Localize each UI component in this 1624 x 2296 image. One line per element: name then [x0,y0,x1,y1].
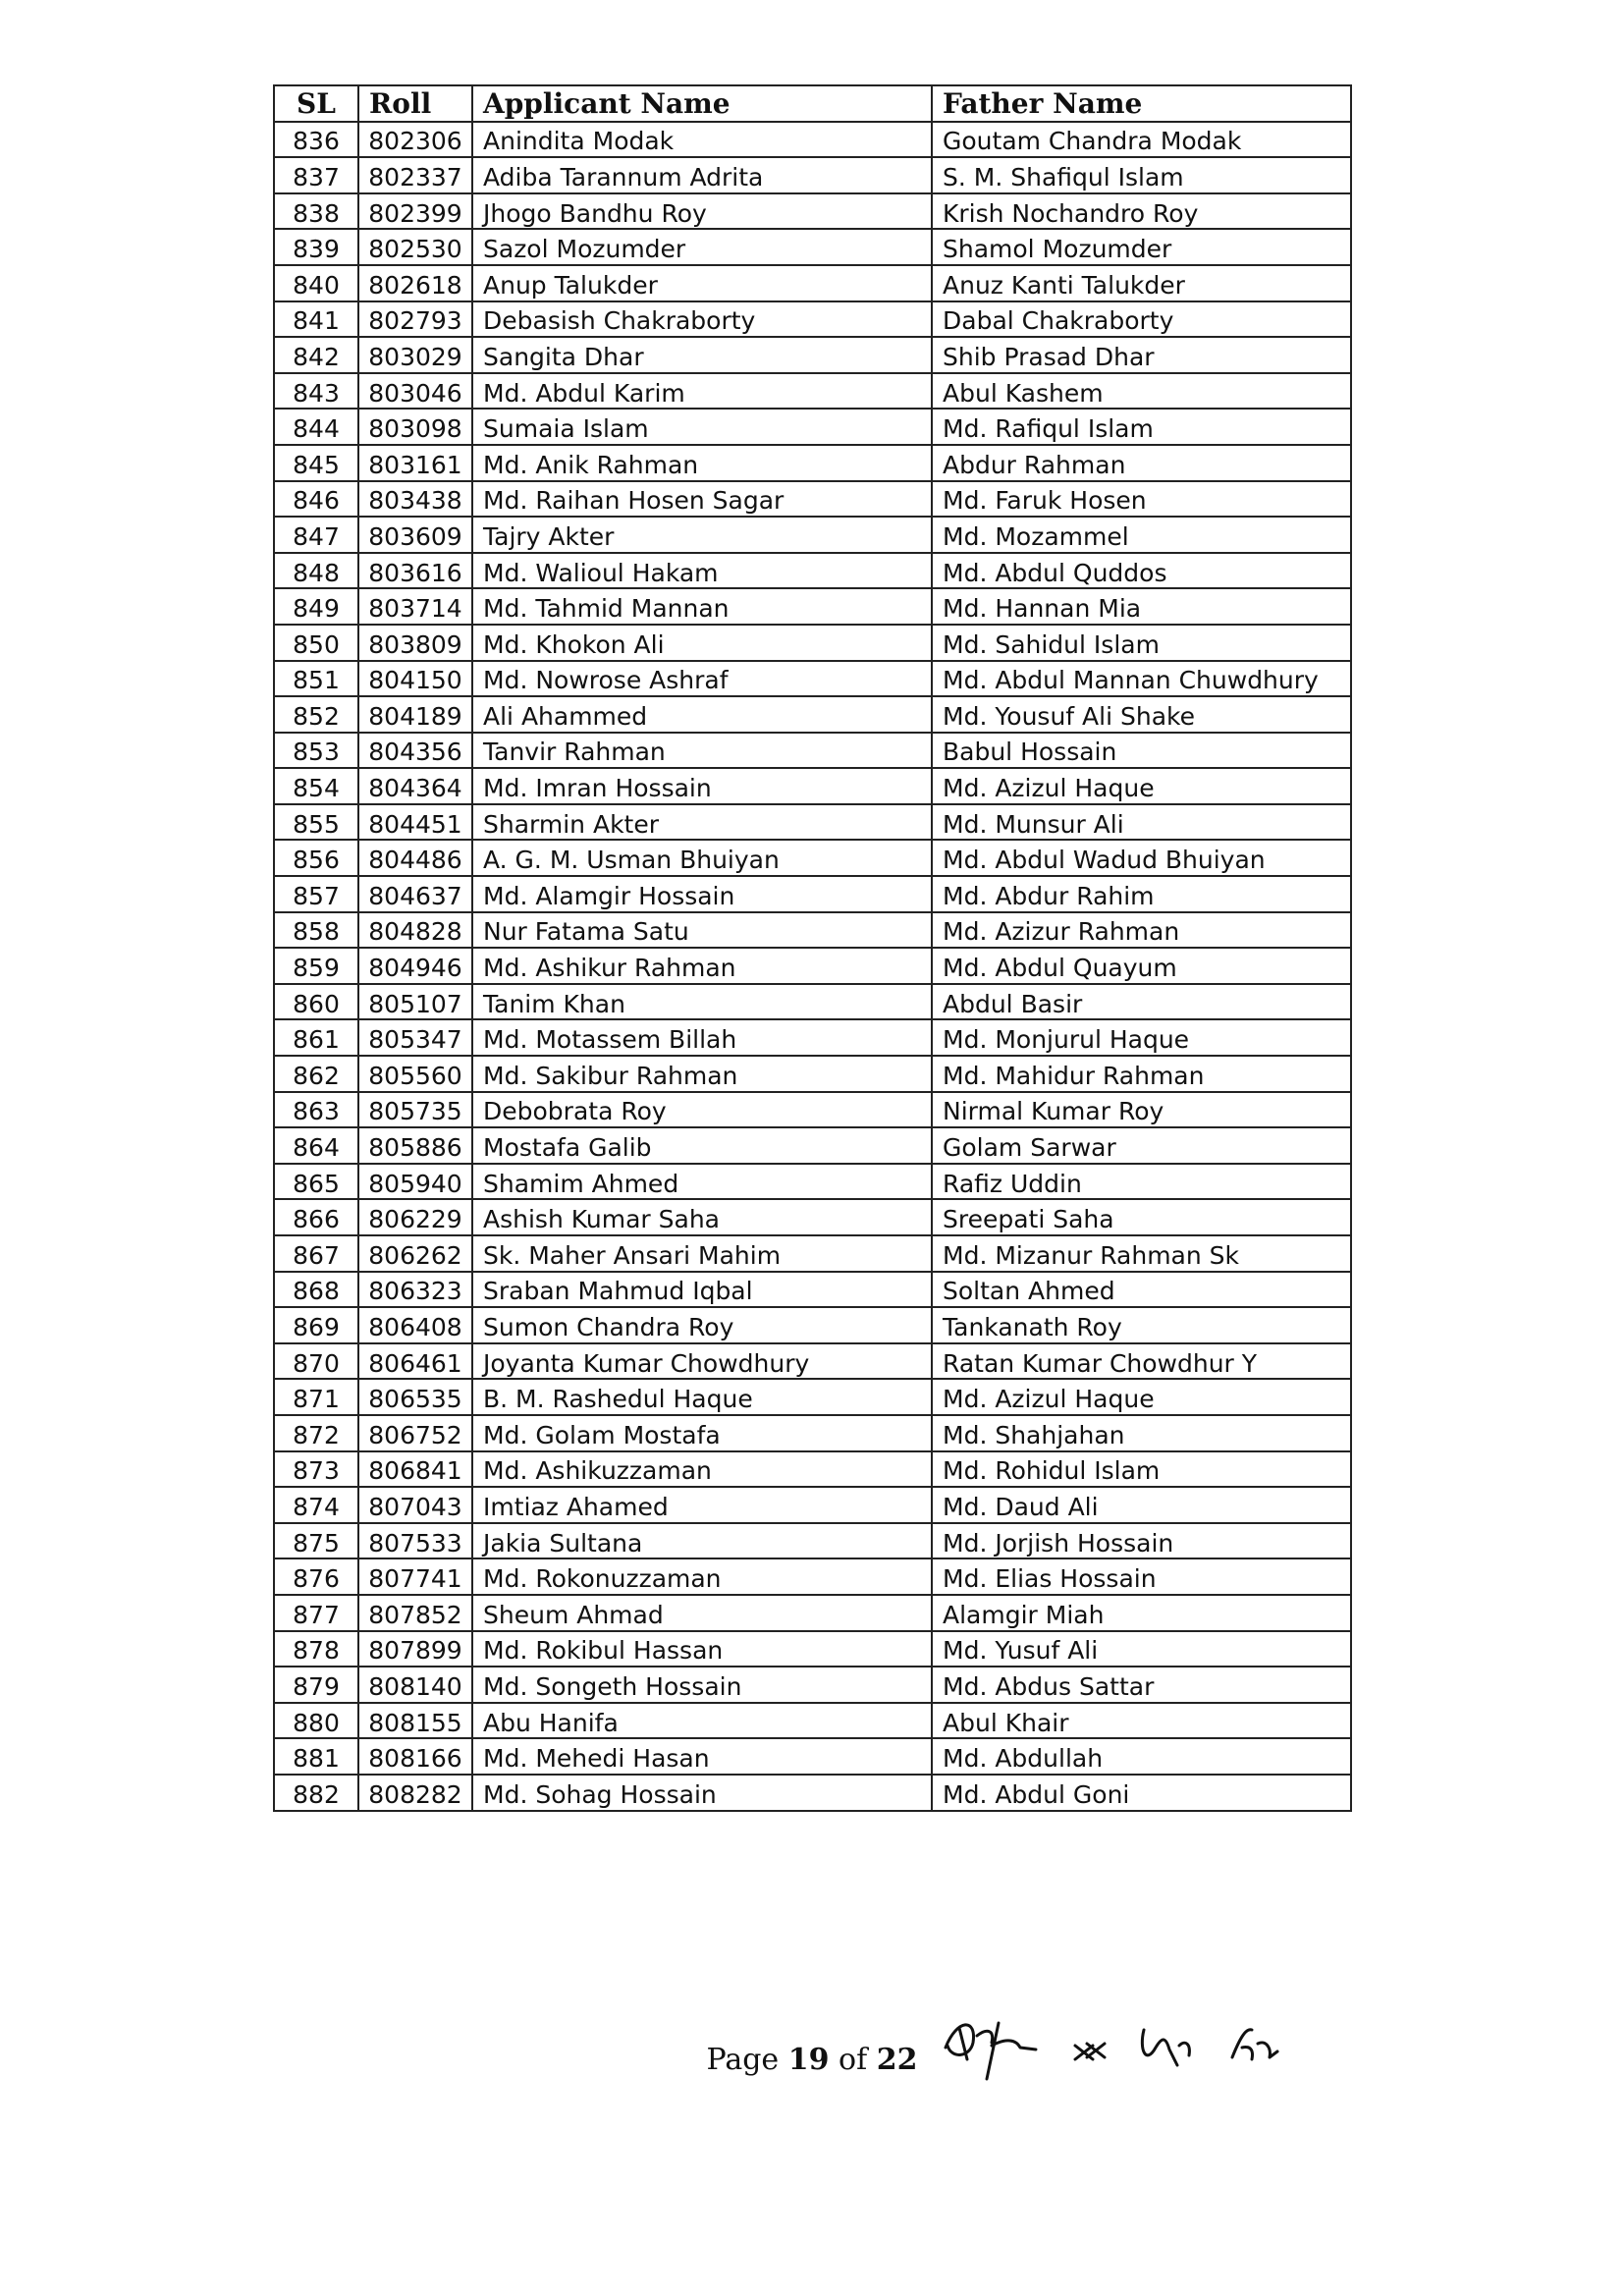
cell-roll: 805886 [358,1127,472,1164]
cell-applicant-name: Md. Raihan Hosen Sagar [472,481,932,518]
table-header-row [274,85,1351,122]
cell-father-name: Ratan Kumar Chowdhur Y [932,1343,1351,1380]
cell-sl: 861 [274,1019,358,1056]
cell-sl: 840 [274,265,358,301]
cell-roll: 808282 [358,1775,472,1811]
table-row [274,157,1351,193]
cell-father-name: Sreepati Saha [932,1199,1351,1235]
table-row [274,301,1351,338]
cell-applicant-name: Anindita Modak [472,122,932,158]
cell-applicant-name: B. M. Rashedul Haque [472,1379,932,1415]
signature-2 [1075,2044,1105,2059]
cell-sl: 862 [274,1056,358,1092]
cell-applicant-name: Tajry Akter [472,517,932,553]
signature-4 [1232,2030,1277,2059]
table-row [274,625,1351,661]
table-row [274,1343,1351,1380]
cell-roll: 806229 [358,1199,472,1235]
cell-applicant-name: Md. Nowrose Ashraf [472,661,932,697]
cell-roll: 806461 [358,1343,472,1380]
cell-sl: 860 [274,984,358,1020]
cell-sl: 841 [274,301,358,338]
page-separator: of [839,2043,868,2077]
cell-sl: 857 [274,876,358,912]
cell-applicant-name: Ashish Kumar Saha [472,1199,932,1235]
cell-father-name: Md. Azizur Rahman [932,912,1351,949]
cell-roll: 807852 [358,1595,472,1631]
cell-father-name: Md. Rafiqul Islam [932,409,1351,445]
cell-applicant-name: Adiba Tarannum Adrita [472,157,932,193]
cell-roll: 806752 [358,1415,472,1451]
cell-father-name: S. M. Shafiqul Islam [932,157,1351,193]
table-row [274,984,1351,1020]
cell-father-name: Md. Shahjahan [932,1415,1351,1451]
cell-father-name: Md. Munsur Ali [932,804,1351,841]
table-row [274,1451,1351,1488]
cell-roll: 805560 [358,1056,472,1092]
cell-applicant-name: Mostafa Galib [472,1127,932,1164]
table-row [274,1272,1351,1308]
table-row [274,696,1351,733]
table-row [274,1595,1351,1631]
cell-sl: 874 [274,1487,358,1523]
cell-sl: 872 [274,1415,358,1451]
cell-sl: 845 [274,445,358,481]
table-row [274,1307,1351,1343]
table-row [274,1703,1351,1739]
cell-sl: 869 [274,1307,358,1343]
cell-father-name: Md. Hannan Mia [932,588,1351,625]
cell-roll: 803098 [358,409,472,445]
cell-applicant-name: Joyanta Kumar Chowdhury [472,1343,932,1380]
cell-sl: 852 [274,696,358,733]
header-roll: Roll [358,85,472,122]
cell-roll: 803616 [358,553,472,589]
cell-father-name: Shamol Mozumder [932,229,1351,265]
cell-applicant-name: Md. Songeth Hossain [472,1667,932,1703]
cell-father-name: Nirmal Kumar Roy [932,1092,1351,1128]
cell-father-name: Babul Hossain [932,733,1351,769]
cell-sl: 850 [274,625,358,661]
cell-sl: 880 [274,1703,358,1739]
cell-applicant-name: Md. Anik Rahman [472,445,932,481]
cell-roll: 807741 [358,1558,472,1595]
cell-applicant-name: Md. Golam Mostafa [472,1415,932,1451]
header-father-name: Father Name [932,85,1351,122]
cell-father-name: Md. Elias Hossain [932,1558,1351,1595]
cell-father-name: Md. Faruk Hosen [932,481,1351,518]
page-number [0,2043,1624,2077]
cell-roll: 804637 [358,876,472,912]
cell-father-name: Md. Azizul Haque [932,1379,1351,1415]
table-row [274,948,1351,984]
cell-father-name: Md. Abdul Wadud Bhuiyan [932,840,1351,876]
cell-roll: 807043 [358,1487,472,1523]
cell-father-name: Md. Abdul Quayum [932,948,1351,984]
cell-applicant-name: Abu Hanifa [472,1703,932,1739]
cell-applicant-name: Debasish Chakraborty [472,301,932,338]
cell-sl: 863 [274,1092,358,1128]
cell-roll: 804356 [358,733,472,769]
table-row [274,517,1351,553]
table-row [274,876,1351,912]
cell-roll: 804364 [358,768,472,804]
cell-applicant-name: Shamim Ahmed [472,1164,932,1200]
cell-father-name: Alamgir Miah [932,1595,1351,1631]
cell-applicant-name: Md. Alamgir Hossain [472,876,932,912]
cell-father-name: Anuz Kanti Talukder [932,265,1351,301]
cell-roll: 807899 [358,1631,472,1667]
cell-sl: 856 [274,840,358,876]
cell-father-name: Md. Abdul Mannan Chuwdhury [932,661,1351,697]
cell-sl: 838 [274,193,358,230]
cell-applicant-name: Ali Ahammed [472,696,932,733]
table-row [274,733,1351,769]
cell-roll: 805347 [358,1019,472,1056]
cell-applicant-name: Imtiaz Ahamed [472,1487,932,1523]
cell-father-name: Md. Azizul Haque [932,768,1351,804]
cell-applicant-name: Md. Motassem Billah [472,1019,932,1056]
cell-sl: 848 [274,553,358,589]
cell-applicant-name: Md. Khokon Ali [472,625,932,661]
cell-applicant-name: Md. Rokonuzzaman [472,1558,932,1595]
table-row [274,1127,1351,1164]
cell-roll: 802306 [358,122,472,158]
cell-roll: 805735 [358,1092,472,1128]
table-row [274,1631,1351,1667]
page-prefix: Page [706,2043,780,2077]
table-row [274,1415,1351,1451]
cell-applicant-name: Nur Fatama Satu [472,912,932,949]
current-page: 19 [787,2043,830,2077]
cell-father-name: Tankanath Roy [932,1307,1351,1343]
cell-roll: 803029 [358,337,472,373]
cell-applicant-name: Md. Sakibur Rahman [472,1056,932,1092]
signature-1 [946,2023,1036,2079]
table-row [274,1092,1351,1128]
cell-applicant-name: Sazol Mozumder [472,229,932,265]
table-row [274,265,1351,301]
cell-father-name: Shib Prasad Dhar [932,337,1351,373]
cell-sl: 877 [274,1595,358,1631]
cell-applicant-name: Md. Ashikur Rahman [472,948,932,984]
cell-sl: 846 [274,481,358,518]
cell-roll: 803161 [358,445,472,481]
cell-sl: 876 [274,1558,358,1595]
cell-sl: 839 [274,229,358,265]
cell-sl: 865 [274,1164,358,1200]
table-row [274,1056,1351,1092]
cell-applicant-name: Sraban Mahmud Iqbal [472,1272,932,1308]
cell-roll: 802337 [358,157,472,193]
cell-roll: 802793 [358,301,472,338]
cell-father-name: Md. Monjurul Haque [932,1019,1351,1056]
cell-sl: 882 [274,1775,358,1811]
cell-applicant-name: Md. Ashikuzzaman [472,1451,932,1488]
cell-father-name: Md. Abdul Quddos [932,553,1351,589]
table-row [274,1558,1351,1595]
cell-roll: 803809 [358,625,472,661]
cell-applicant-name: Anup Talukder [472,265,932,301]
cell-sl: 864 [274,1127,358,1164]
cell-father-name: Md. Mozammel [932,517,1351,553]
header-applicant-name: Applicant Name [472,85,932,122]
cell-sl: 881 [274,1738,358,1775]
cell-roll: 802399 [358,193,472,230]
cell-roll: 808140 [358,1667,472,1703]
table-row [274,768,1351,804]
table-row [274,229,1351,265]
cell-applicant-name: Debobrata Roy [472,1092,932,1128]
cell-roll: 804189 [358,696,472,733]
cell-roll: 804451 [358,804,472,841]
cell-father-name: Goutam Chandra Modak [932,122,1351,158]
table-row [274,661,1351,697]
table-row [274,1738,1351,1775]
cell-applicant-name: Md. Rokibul Hassan [472,1631,932,1667]
cell-roll: 804486 [358,840,472,876]
cell-father-name: Soltan Ahmed [932,1272,1351,1308]
cell-roll: 805940 [358,1164,472,1200]
cell-sl: 842 [274,337,358,373]
cell-applicant-name: Jhogo Bandhu Roy [472,193,932,230]
table-row [274,1164,1351,1200]
table-row [274,1523,1351,1559]
cell-applicant-name: Jakia Sultana [472,1523,932,1559]
cell-sl: 878 [274,1631,358,1667]
cell-applicant-name: Md. Imran Hossain [472,768,932,804]
cell-sl: 875 [274,1523,358,1559]
cell-applicant-name: Md. Mehedi Hasan [472,1738,932,1775]
cell-roll: 806262 [358,1235,472,1272]
cell-father-name: Md. Jorjish Hossain [932,1523,1351,1559]
cell-sl: 879 [274,1667,358,1703]
cell-sl: 866 [274,1199,358,1235]
table-row [274,912,1351,949]
cell-father-name: Dabal Chakraborty [932,301,1351,338]
cell-applicant-name: Md. Abdul Karim [472,373,932,410]
cell-sl: 851 [274,661,358,697]
table-row [274,373,1351,410]
applicant-table [273,84,1352,1812]
cell-roll: 808166 [358,1738,472,1775]
cell-roll: 804150 [358,661,472,697]
cell-applicant-name: Sangita Dhar [472,337,932,373]
cell-roll: 806323 [358,1272,472,1308]
table-row [274,588,1351,625]
cell-applicant-name: Sharmin Akter [472,804,932,841]
cell-father-name: Abul Kashem [932,373,1351,410]
cell-father-name: Abul Khair [932,1703,1351,1739]
cell-applicant-name: Tanim Khan [472,984,932,1020]
cell-applicant-name: Md. Sohag Hossain [472,1775,932,1811]
cell-father-name: Golam Sarwar [932,1127,1351,1164]
cell-roll: 805107 [358,984,472,1020]
table-row [274,409,1351,445]
cell-roll: 808155 [358,1703,472,1739]
cell-sl: 854 [274,768,358,804]
cell-father-name: Md. Mahidur Rahman [932,1056,1351,1092]
table-row [274,337,1351,373]
table-body [274,122,1351,1811]
cell-sl: 843 [274,373,358,410]
table-row [274,840,1351,876]
cell-sl: 859 [274,948,358,984]
cell-applicant-name: Md. Walioul Hakam [472,553,932,589]
cell-roll: 803438 [358,481,472,518]
cell-roll: 806408 [358,1307,472,1343]
cell-sl: 844 [274,409,358,445]
table-row [274,1235,1351,1272]
table-row [274,1019,1351,1056]
cell-roll: 803714 [358,588,472,625]
cell-sl: 855 [274,804,358,841]
cell-applicant-name: Sheum Ahmad [472,1595,932,1631]
cell-sl: 868 [274,1272,358,1308]
cell-applicant-name: Sk. Maher Ansari Mahim [472,1235,932,1272]
table-row [274,1379,1351,1415]
cell-roll: 807533 [358,1523,472,1559]
table-row [274,804,1351,841]
cell-father-name: Md. Rohidul Islam [932,1451,1351,1488]
table-row [274,1199,1351,1235]
table-row [274,1487,1351,1523]
cell-roll: 804828 [358,912,472,949]
cell-father-name: Abdur Rahman [932,445,1351,481]
table-row [274,553,1351,589]
cell-father-name: Md. Daud Ali [932,1487,1351,1523]
total-pages: 22 [876,2043,918,2077]
cell-sl: 870 [274,1343,358,1380]
table-row [274,193,1351,230]
cell-father-name: Krish Nochandro Roy [932,193,1351,230]
cell-father-name: Md. Sahidul Islam [932,625,1351,661]
table-row [274,122,1351,158]
cell-father-name: Md. Mizanur Rahman Sk [932,1235,1351,1272]
cell-father-name: Md. Abdus Sattar [932,1667,1351,1703]
table-row [274,1667,1351,1703]
signature-3 [1142,2030,1189,2065]
cell-father-name: Rafiz Uddin [932,1164,1351,1200]
cell-father-name: Abdul Basir [932,984,1351,1020]
table-row [274,1775,1351,1811]
cell-sl: 858 [274,912,358,949]
cell-roll: 803609 [358,517,472,553]
cell-applicant-name: Md. Tahmid Mannan [472,588,932,625]
cell-father-name: Md. Abdullah [932,1738,1351,1775]
cell-sl: 871 [274,1379,358,1415]
header-sl: SL [274,85,358,122]
cell-applicant-name: Sumon Chandra Roy [472,1307,932,1343]
cell-roll: 804946 [358,948,472,984]
cell-father-name: Md. Yousuf Ali Shake [932,696,1351,733]
cell-sl: 873 [274,1451,358,1488]
cell-applicant-name: Sumaia Islam [472,409,932,445]
cell-sl: 837 [274,157,358,193]
handwritten-signatures [938,1989,1311,2082]
cell-roll: 806535 [358,1379,472,1415]
cell-sl: 849 [274,588,358,625]
cell-father-name: Md. Abdul Goni [932,1775,1351,1811]
table-row [274,481,1351,518]
cell-roll: 806841 [358,1451,472,1488]
cell-father-name: Md. Yusuf Ali [932,1631,1351,1667]
cell-roll: 802618 [358,265,472,301]
cell-applicant-name: Tanvir Rahman [472,733,932,769]
cell-roll: 802530 [358,229,472,265]
cell-sl: 836 [274,122,358,158]
cell-sl: 847 [274,517,358,553]
cell-sl: 867 [274,1235,358,1272]
cell-roll: 803046 [358,373,472,410]
table-row [274,445,1351,481]
cell-applicant-name: A. G. M. Usman Bhuiyan [472,840,932,876]
cell-sl: 853 [274,733,358,769]
cell-father-name: Md. Abdur Rahim [932,876,1351,912]
